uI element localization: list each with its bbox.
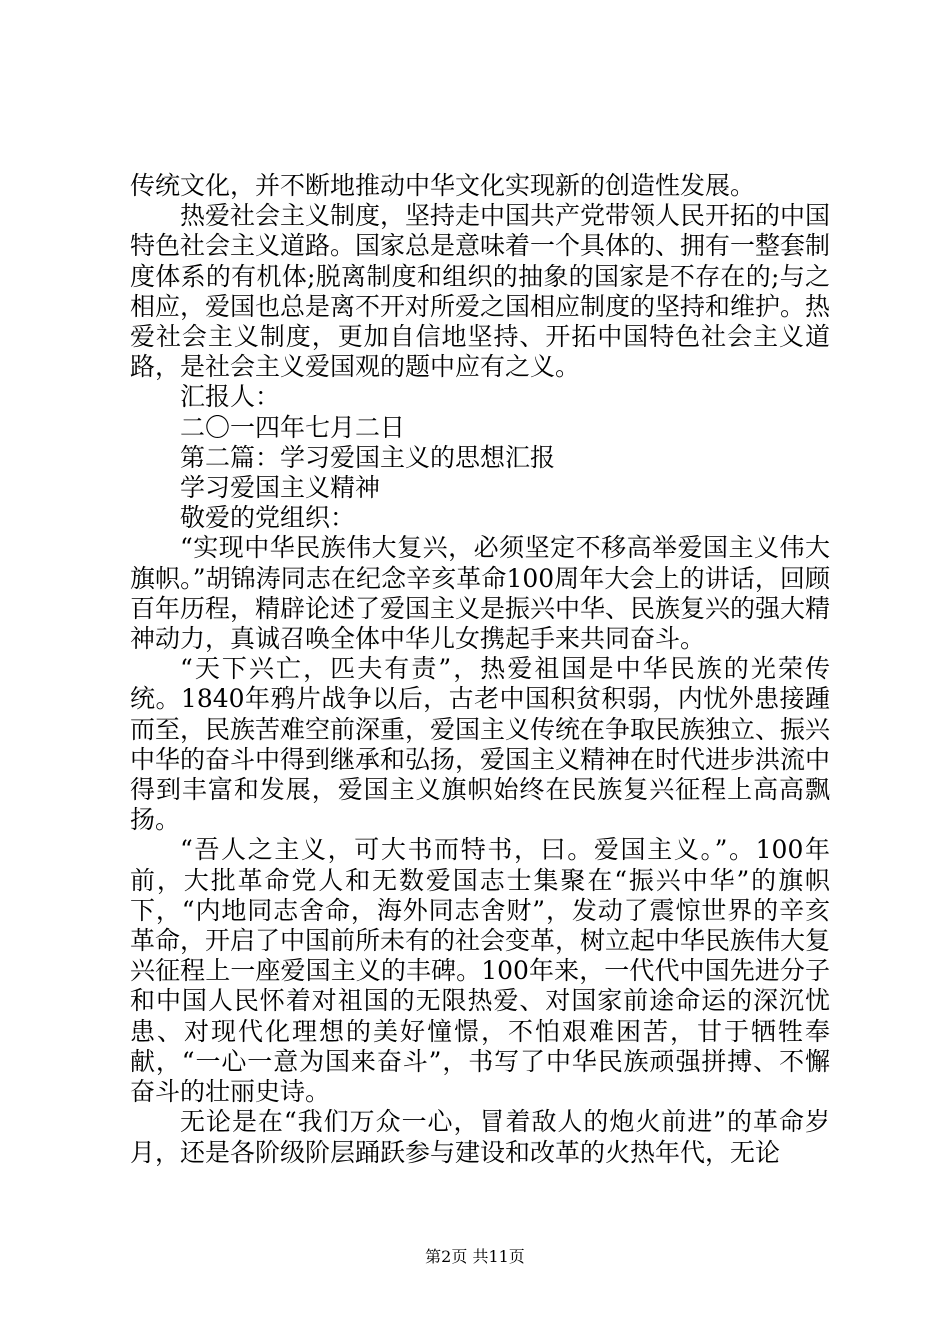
section-subtitle: 学习爱国主义精神 [180, 473, 381, 503]
document-body [130, 171, 830, 1168]
paragraph-patriotic-tradition: “天下兴亡，匹夫有责”，热爱祖国是中华民族的光荣传统。1840年鸦片战争以后，古老中国积贫积弱，内忧外患接踵而至，民族苦难空前深重，爱国主义传统在争取民族独立、振兴中华的奋斗中得到继承和弘扬，爱国主义精神在时代进步洪流中得到丰富和发展，爱国主义旗帜始终在民族复兴征程上高高飘扬。 [130, 654, 831, 835]
salutation: 敬爱的党组织： [180, 503, 356, 533]
paragraph-socialist-system: 热爱社会主义制度，坚持走中国共产党带领人民开拓的中国特色社会主义道路。国家总是意味着一个具体的、拥有一整套制度体系的有机体;脱离制度和组织的抽象的国家是不存在的;与之相应，爱国也总是离不开对所爱之国相应制度的坚持和维护。热爱社会主义制度，更加自信地坚持、开拓中国特色社会主义道路，是社会主义爱国观的题中应有之义。 [130, 201, 831, 382]
report-date: 二〇一四年七月二日 [180, 412, 406, 442]
paragraph-great-rejuvenation: “实现中华民族伟大复兴，必须坚定不移高举爱国主义伟大旗帜。”胡锦涛同志在纪念辛亥革命100周年大会上的讲话，回顾百年历程，精辟论述了爱国主义是振兴中华、民族复兴的强大精神动力，真诚召唤全体中华儿女携起手来共同奋斗。 [130, 533, 831, 654]
page-number-footer: 第2页 共11页 [425, 1247, 525, 1266]
paragraph-xinhai-revolution: “吾人之主义，可大书而特书，曰。爱国主义。”。100年前，大批革命党人和无数爱国志士集聚在“振兴中华”的旗帜下，“内地同志舍命，海外同志舍财”，发动了震惊世界的辛亥革命，开启了中国前所未有的社会变革，树立起中华民族伟大复兴征程上一座爱国主义的丰碑。100年来，一代代中国先进分子和中国人民怀着对祖国的无限热爱、对国家前途命运的深沉忧患、对现代化理想的美好憧憬，不怕艰难困苦，甘于牺牲奉献，“一心一意为国来奋斗”，书写了中华民族顽强拼搏、不懈奋斗的壮丽史诗。 [130, 835, 831, 1107]
paragraph-revolutionary-years: 无论是在“我们万众一心，冒着敌人的炮火前进”的革命岁月，还是各阶级阶层踊跃参与建设和改革的火热年代，无论 [130, 1107, 830, 1167]
paragraph-continuation: 传统文化，并不断地推动中华文化实现新的创造性发展。 [130, 171, 756, 200]
section-heading: 第二篇：学习爱国主义的思想汇报 [180, 442, 556, 472]
reporter-label: 汇报人： [180, 382, 281, 412]
